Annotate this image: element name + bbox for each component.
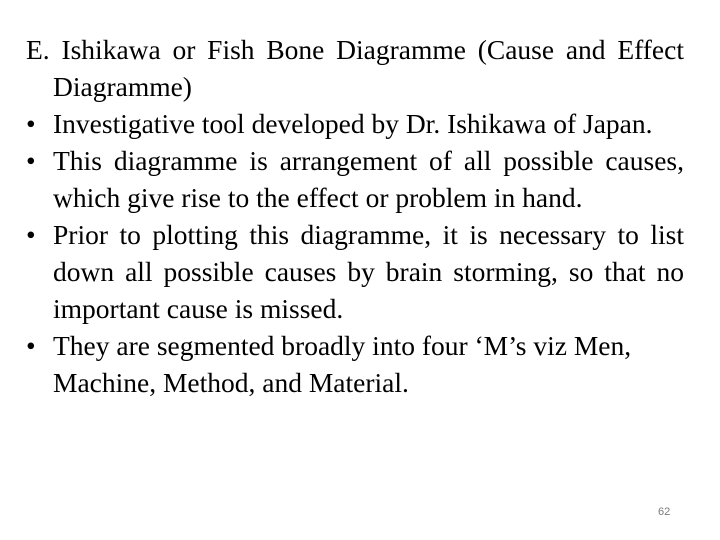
slide-content (26, 31, 684, 401)
bullet-text: Investigative tool developed by Dr. Ishikawa of Japan. (53, 108, 653, 139)
bullet-dot-icon: • (26, 145, 36, 176)
bullet-item (26, 105, 684, 142)
bullet-dot-icon: • (26, 108, 36, 139)
bullet-dot-icon: • (26, 219, 36, 250)
bullet-item (26, 216, 684, 327)
bullet-item (26, 327, 684, 401)
page-number: 62 (658, 506, 671, 518)
bullet-item (26, 142, 684, 216)
slide-heading: E. Ishikawa or Fish Bone Diagramme (Cause and Effect Diagramme) (26, 34, 684, 102)
bullet-text: They are segmented broadly into four ‘M’s viz Men, Machine, Method, and Material. (53, 330, 632, 398)
bullet-text: This diagramme is arrangement of all possible causes, which give rise to the effect or problem in hand. (53, 145, 684, 213)
bullet-text: Prior to plotting this diagramme, it is necessary to list down all possible causes by brain storming, so that no important cause is missed. (53, 219, 684, 324)
bullet-list (26, 105, 684, 401)
bullet-dot-icon: • (26, 330, 36, 361)
